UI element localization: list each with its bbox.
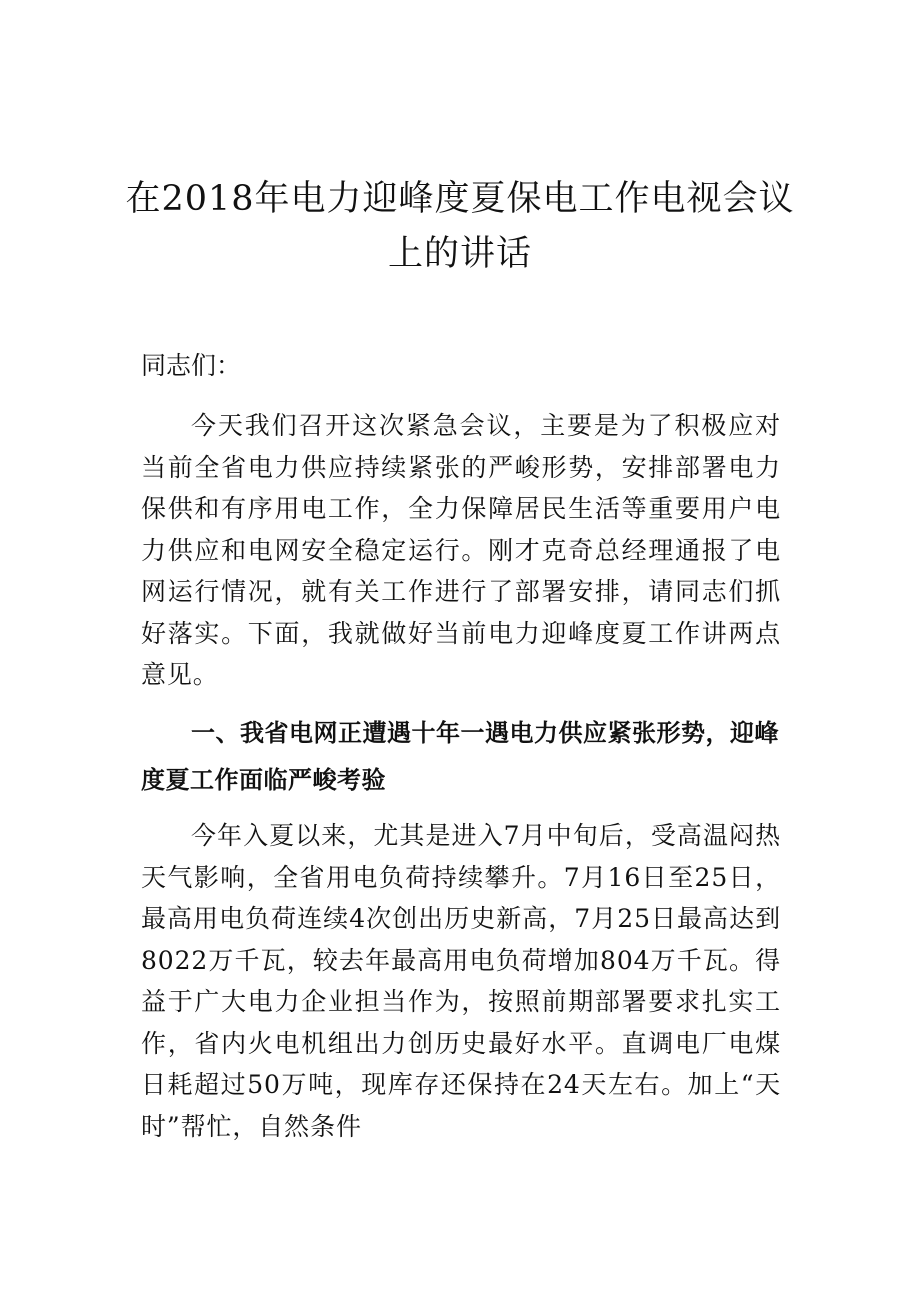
section-heading-one: 一、我省电网正遭遇十年一遇电力供应紧张形势，迎峰度夏工作面临严峻考验 (141, 719, 779, 794)
paragraph-section-one: 今年入夏以来，尤其是进入7月中旬后，受高温闷热天气影响，全省用电负荷持续攀升。7月16日至25日，最高用电负荷连续4次创出历史新高，7月25日最高达到8022万千瓦，较去年最高用电负荷增加804万千瓦。得益于广大电力企业担当作为，按照前期部署要求扎实工作，省内火电机组出力创历史最好水平。直调电厂电煤日耗超过50万吨，现库存还保持在24天左右。加上“天时”帮忙，自然条件 (141, 821, 781, 1141)
document-title: 在2018年电力迎峰度夏保电工作电视会议上的讲话 (125, 179, 795, 274)
paragraph-opening: 今天我们召开这次紧急会议，主要是为了积极应对当前全省电力供应持续紧张的严峻形势，安排部署电力保供和有序用电工作，全力保障居民生活等重要用户电力供应和电网安全稳定运行。刚才克奇总经理通报了电网运行情况，就有关工作进行了部署安排，请同志们抓好落实。下面，我就做好当前电力迎峰度夏工作讲两点意见。 (141, 411, 781, 689)
salutation: 同志们： (141, 351, 242, 380)
